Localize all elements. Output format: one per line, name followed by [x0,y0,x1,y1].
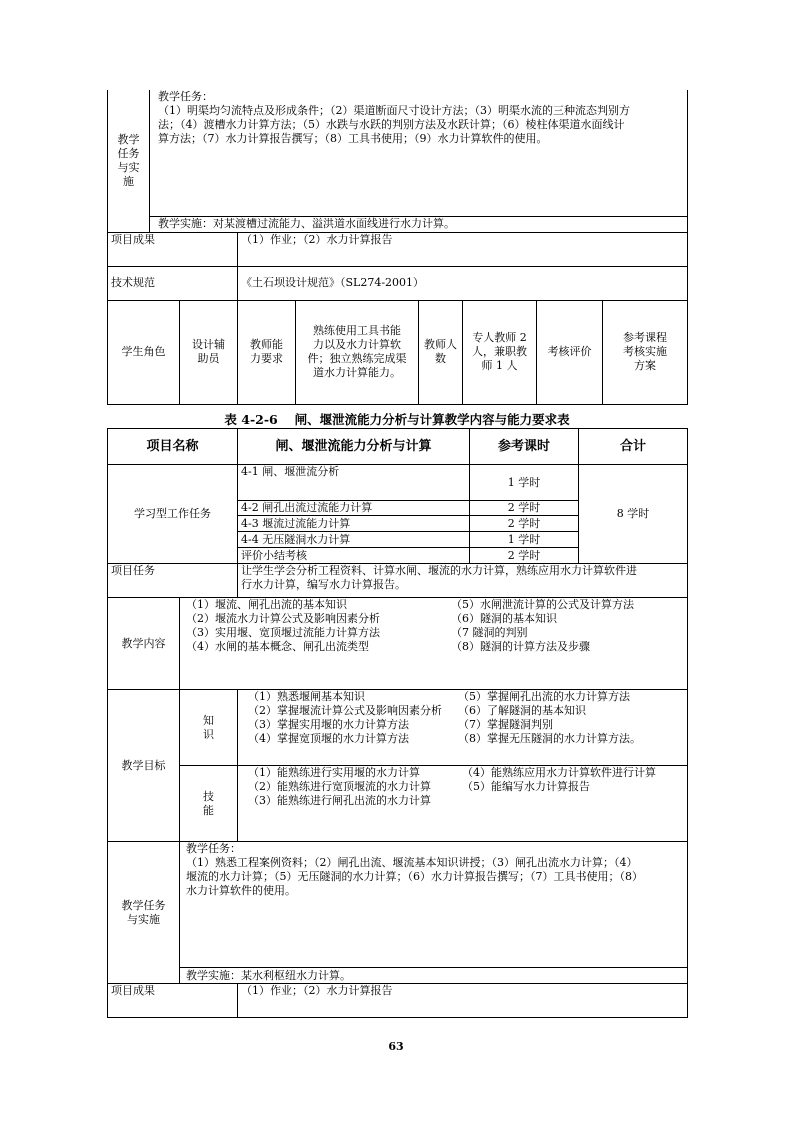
task-hours: 2 学时 [470,548,579,564]
assessment-label: 考核评价 [537,300,603,404]
skill-item: （5）能编写水力计算报告 [462,780,591,793]
knowledge-item: （1）熟悉堰闸基本知识 [248,690,366,703]
knowledge-item: （7）掌握隧洞判别 [458,718,554,731]
skill-value [238,766,688,842]
content-item: （6）隧洞的基本知识 [451,612,557,625]
skill-item: （2）能熟练进行宽顶堰流的水力计算 [248,780,432,793]
knowledge-item: （4）掌握宽顶堰的水力计算方法 [248,732,410,745]
work-task-label: 学习型工作任务 [108,465,238,564]
content-label: 教学内容 [108,598,180,690]
total-hours: 8 学时 [579,465,688,564]
student-role-value: 设计辅 助员 [180,300,238,404]
content-item: （7 隧洞的判别 [451,626,528,639]
project-task-label: 项目任务 [108,564,238,598]
skill-item: （4）能熟练应用水力计算软件进行计算 [462,766,657,779]
header-total: 合计 [579,429,688,465]
knowledge-item: （6）了解隧洞的基本知识 [458,704,587,717]
skill-label: 技 能 [180,766,238,842]
task-implementation: 教学实施：对某渡槽过流能力、溢洪道水面线进行水力计算。 [150,216,688,232]
table-caption: 表 4-2-6 闸、堰泄流能力分析与计算教学内容与能力要求表 [224,412,570,427]
header-hours: 参考课时 [470,429,579,465]
task-name: 评价小结考核 [238,548,470,564]
spec-label: 技术规范 [108,266,238,300]
student-role-label: 学生角色 [108,300,180,404]
knowledge-item: （5）掌握闸孔出流的水力计算方法 [458,690,631,703]
header-project-title: 闸、堰泄流能力分析与计算 [238,429,470,465]
spec-value: 《土石坝设计规范》（SL274-2001） [238,266,688,300]
task-hours: 1 学时 [470,532,579,548]
table-2 [107,428,688,1018]
result-label: 项目成果 [108,232,238,266]
content-item: （8）隧洞的计算方法及步骤 [451,640,590,653]
task-name: 4-1 闸、堰泄流分析 [238,465,470,501]
task-hours: 1 学时 [470,465,579,501]
teacher-ability-label: 教师能 力要求 [238,300,296,404]
implementation-label: 教学任务 与实施 [108,842,180,984]
task-hours: 2 学时 [470,516,579,532]
implementation-content: 教学任务： （1）熟悉工程案例资料；（2）闸孔出流、堰流基本知识讲授；（3）闸孔出流水力计算；（4） 堰流的水力计算；（5）无压隧洞的水力计算；（6）水力计算报告撰写；（7）工具书使用；（8） 水力计算软件的使用。 [180,842,688,968]
skill-item: （1）能熟练进行实用堰的水力计算 [248,766,421,779]
result-value: （1）作业；（2）水力计算报告 [238,232,688,266]
task-content: 教学任务： （1）明渠均匀流特点及形成条件；（2）渠道断面尺寸设计方法；（3）明渠水流的三种流态判别方 法；（4）渡槽水力计算方法；（5）水跌与水跃的判别方法及水跃计算；（6）棱柱体渠道水面线计 算方法；（7）水力计算报告撰写；（8）工具书使用；（9）水力计算软件的使用。 [150,90,688,216]
implementation-note: 教学实施：某水利枢纽水力计算。 [180,968,688,984]
page-number: 63 [388,1040,404,1053]
assessment-value: 参考课程 考核实施 方案 [603,300,688,404]
roles-row [108,300,688,404]
task-hours: 2 学时 [470,501,579,516]
knowledge-item: （2）掌握堰流计算公式及影响因素分析 [248,704,443,717]
content-item: （1）堰流、闸孔出流的基本知识 [186,598,347,611]
header-project-name: 项目名称 [108,429,238,465]
knowledge-value [238,690,688,766]
content-item: （2）堰流水力计算公式及影响因素分析 [186,612,380,625]
knowledge-label: 知 识 [180,690,238,766]
skill-item: （3）能熟练进行闸孔出流的水力计算 [248,794,432,807]
knowledge-item: （8）掌握无压隧洞的水力计算方法。 [458,732,642,745]
teacher-count-label: 教师人 数 [419,300,463,404]
task-name: 4-3 堰流过流能力计算 [238,516,470,532]
content-item: （4）水闸的基本概念、闸孔出流类型 [186,640,369,653]
table-1 [107,90,688,405]
project-task-value: 让学生学会分析工程资料、计算水闸、堰流的水力计算，熟练应用水力计算软件进 行水力计算，编写水力计算报告。 [238,564,688,598]
result-label: 项目成果 [108,984,238,1018]
task-implementation-label: 教学 任务 与实 施 [108,90,150,232]
content-item: （3）实用堰、宽顶堰过流能力计算方法 [186,626,380,639]
content-item: （5）水闸泄流计算的公式及计算方法 [451,598,634,611]
teacher-count-value: 专人教师 2 人，兼职教 师 1 人 [463,300,537,404]
teacher-ability-value: 熟练使用工具书能 力以及水力计算软 件；独立熟练完成渠 道水力计算能力。 [296,300,419,404]
content-value [180,598,688,690]
goal-label: 教学目标 [108,690,180,842]
result-value: （1）作业；（2）水力计算报告 [238,984,688,1018]
knowledge-item: （3）掌握实用堰的水力计算方法 [248,718,410,731]
task-name: 4-4 无压隧洞水力计算 [238,532,470,548]
task-name: 4-2 闸孔出流过流能力计算 [238,501,470,516]
